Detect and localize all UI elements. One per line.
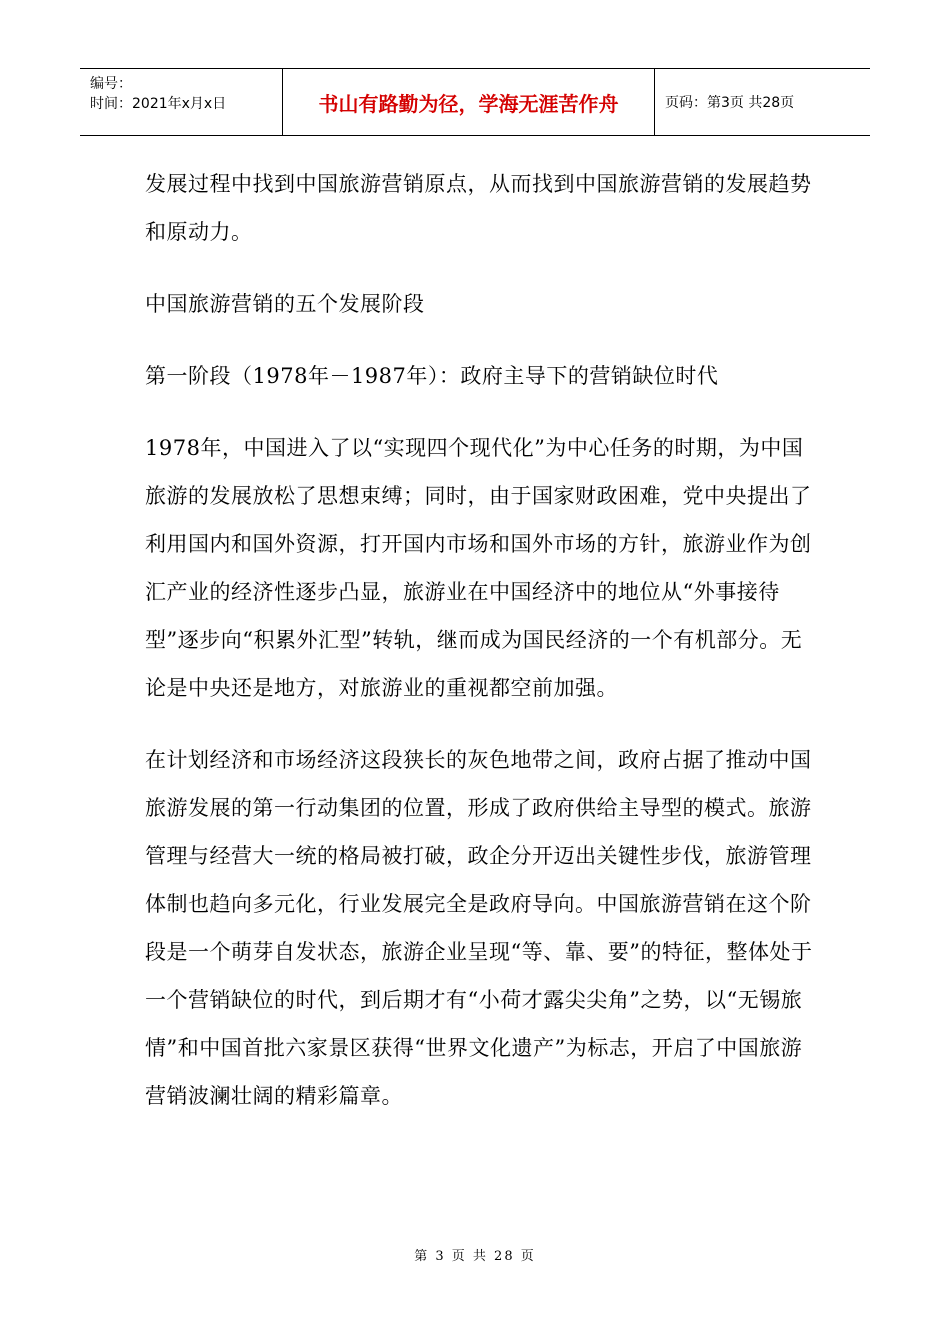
header-page-info: 页码：第3页 共28页 [665, 95, 795, 111]
header-motto: 书山有路勤为径，学海无涯苦作舟 [318, 91, 619, 116]
footer-page-number: 第 3 页 共 28 页 [414, 1249, 536, 1264]
header-number-label: 编号： [90, 76, 132, 92]
section-heading: 中国旅游营销的五个发展阶段 [145, 292, 425, 316]
page-header [80, 68, 870, 136]
paragraph: 1978年，中国进入了以“实现四个现代化”为中心任务的时期，为中国旅游的发展放松了思想束缚；同时，由于国家财政困难，党中央提出了利用国内和国外资源，打开国内市场和国外市场的方针，旅游业作为创汇产业的经济性逐步凸显，旅游业在中国经济中的地位从“外事接待型”逐步向“积累外汇型”转轨，继而成为国民经济的一个有机部分。无论是中央还是地方，对旅游业的重视都空前加强。 [145, 436, 812, 700]
stage-heading: 第一阶段（1978年－1987年）：政府主导下的营销缺位时代 [145, 364, 719, 388]
paragraph: 发展过程中找到中国旅游营销原点，从而找到中国旅游营销的发展趋势和原动力。 [145, 172, 812, 244]
header-time-label: 时间：2021年x月x日 [90, 96, 227, 112]
document-body [145, 160, 815, 1144]
paragraph: 在计划经济和市场经济这段狭长的灰色地带之间，政府占据了推动中国旅游发展的第一行动集团的位置，形成了政府供给主导型的模式。旅游管理与经营大一统的格局被打破，政企分开迈出关键性步伐，旅游管理体制也趋向多元化，行业发展完全是政府导向。中国旅游营销在这个阶段是一个萌芽自发状态，旅游企业呈现“等、靠、要”的特征，整体处于一个营销缺位的时代，到后期才有“小荷才露尖尖角”之势，以“无锡旅情”和中国首批六家景区获得“世界文化遗产”为标志，开启了中国旅游营销波澜壮阔的精彩篇章。 [145, 748, 813, 1108]
header-page-info-cell [655, 69, 870, 135]
header-meta [80, 69, 283, 135]
header-motto-cell [283, 69, 655, 135]
page-footer [0, 1245, 950, 1264]
